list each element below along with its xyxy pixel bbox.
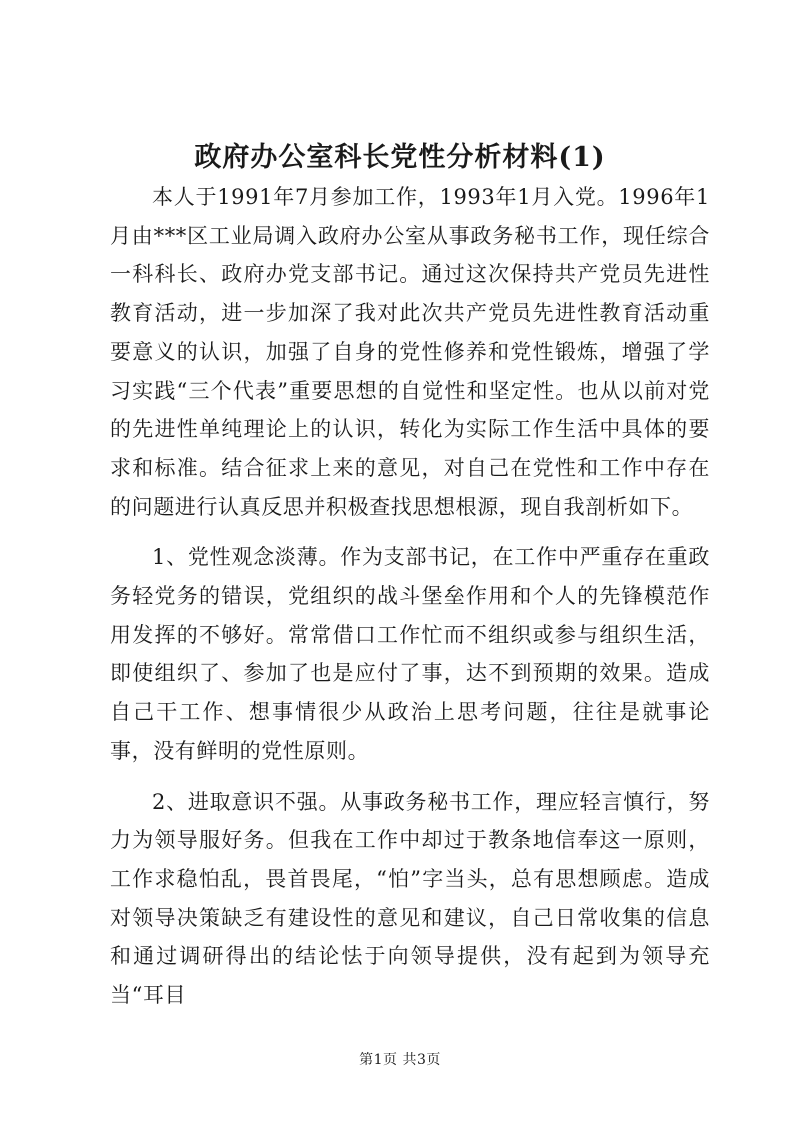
document-body — [110, 178, 710, 1015]
paragraph-point-1: 1、党性观念淡薄。作为支部书记，在工作中严重存在重政务轻党务的错误，党组织的战斗堡垒作用和个人的先锋模范作用发挥的不够好。常常借口工作忙而不组织或参与组织生活，即使组织了、参加了也是应付了事，达不到预期的效果。造成自己干工作、想事情很少从政治上思考问题，往往是就事论事，没有鲜明的党性原则。 — [110, 545, 710, 763]
paragraph-intro: 本人于1991年7月参加工作，1993年1月入党。1996年1月由***区工业局调入政府办公室从事政务秘书工作，现任综合一科科长、政府办党支部书记。通过这次保持共产党员先进性教育活动，进一步加深了我对此次共产党员先进性教育活动重要意义的认识，加强了自身的党性修养和党性锻炼，增强了学习实践“三个代表”重要思想的自觉性和坚定性。也从以前对党的先进性单纯理论上的认识，转化为实际工作生活中具体的要求和标准。结合征求上来的意见，对自己在党性和工作中存在的问题进行认真反思并积极查找思想根源，现自我剖析如下。 — [110, 185, 710, 519]
paragraph-point-2: 2、进取意识不强。从事政务秘书工作，理应轻言慎行，努力为领导服好务。但我在工作中却过于教条地信奉这一原则，工作求稳怕乱，畏首畏尾，“怕”字当头，总有思想顾虑。造成对领导决策缺乏有建设性的意见和建议，自己日常收集的信息和通过调研得出的结论怯于向领导提供，没有起到为领导充当“耳目 — [110, 789, 710, 1008]
page-footer: 第1页 共3页 — [359, 1052, 441, 1068]
document-title: 政府办公室科长党性分析材料(1) — [194, 142, 606, 173]
